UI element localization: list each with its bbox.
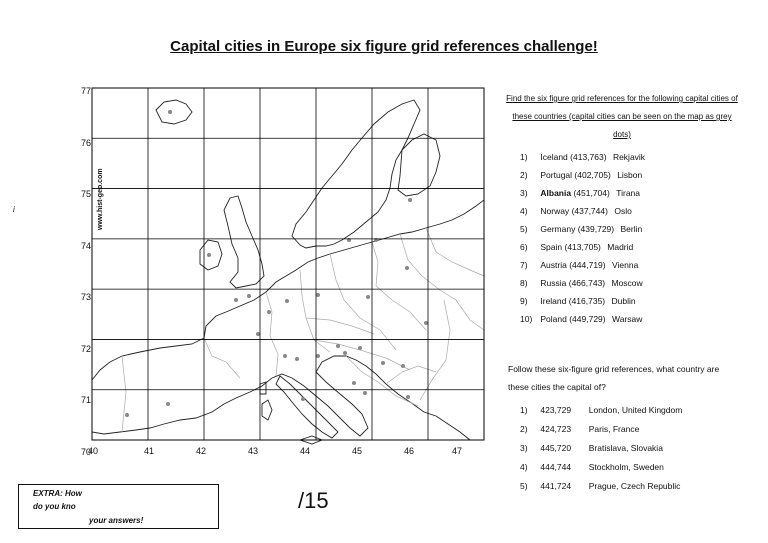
capital-dot bbox=[336, 344, 340, 348]
grid-reference: (449,729) bbox=[569, 314, 606, 324]
grid-reference: (439,729) bbox=[577, 224, 615, 234]
x-axis-label: 41 bbox=[144, 446, 155, 456]
grid-reference: 441,724 bbox=[540, 481, 572, 491]
item-number: 1) bbox=[520, 152, 528, 162]
task2-item bbox=[520, 405, 682, 415]
country-name: Russia bbox=[540, 278, 567, 288]
scandinavia-outline bbox=[292, 100, 420, 248]
capital-city: Lisbon bbox=[617, 170, 643, 180]
grid-reference: (416,735) bbox=[568, 296, 606, 306]
item-number: 4) bbox=[520, 462, 528, 472]
x-axis-label: 44 bbox=[300, 446, 311, 456]
answer-text: Prague, Czech Republic bbox=[588, 481, 681, 491]
grid-reference: 445,720 bbox=[540, 443, 572, 453]
task1-instructions: Find the six figure grid references for the following capital cities of these countries (capital cities can be seen on the map as grey dots) bbox=[506, 94, 738, 139]
item-number: 10) bbox=[520, 314, 533, 324]
item-number: 9) bbox=[520, 296, 528, 306]
country-name: Portugal bbox=[540, 170, 573, 180]
item-number: 4) bbox=[520, 206, 528, 216]
task1-item bbox=[520, 170, 642, 180]
score-label: /15 bbox=[298, 488, 329, 513]
country-name: Iceland bbox=[540, 152, 568, 162]
country-name: Germany bbox=[540, 224, 576, 234]
y-axis-label: 77 bbox=[81, 86, 92, 96]
task1-item bbox=[520, 314, 642, 324]
britain-outline bbox=[224, 196, 264, 288]
capital-dot bbox=[408, 198, 412, 202]
extra-line-1: EXTRA: How bbox=[33, 489, 82, 498]
capital-dot bbox=[405, 266, 409, 270]
task2-item bbox=[520, 424, 639, 434]
capital-dot bbox=[343, 351, 347, 355]
task1-item bbox=[520, 188, 640, 198]
capital-city: Warsaw bbox=[611, 314, 643, 324]
grid-reference: (466,743) bbox=[568, 278, 606, 288]
country-name: Austria bbox=[540, 260, 567, 270]
x-axis-label: 43 bbox=[248, 446, 259, 456]
task1-item bbox=[520, 278, 643, 288]
task2-item bbox=[520, 481, 680, 491]
capital-dot bbox=[256, 332, 260, 336]
capital-dot bbox=[352, 381, 356, 385]
extra-line-3: your answers! bbox=[89, 516, 144, 525]
capital-dot bbox=[381, 361, 385, 365]
grid-reference: 423,729 bbox=[540, 405, 572, 415]
item-number: 2) bbox=[520, 424, 528, 434]
country-name: Norway bbox=[540, 206, 570, 216]
capital-city: Vienna bbox=[611, 260, 639, 270]
y-axis-label: 72 bbox=[81, 343, 92, 354]
item-number: 5) bbox=[520, 224, 528, 234]
page-title: Capital cities in Europe six figure grid references challenge! bbox=[170, 38, 598, 55]
y-axis-label: 70 bbox=[81, 446, 92, 457]
grid-reference: (413,763) bbox=[570, 152, 607, 162]
capital-city: Dublin bbox=[611, 296, 636, 306]
y-axis-label: 76 bbox=[81, 137, 92, 148]
country-name: Spain bbox=[540, 242, 563, 252]
capital-dot bbox=[366, 295, 370, 299]
capital-dot bbox=[168, 110, 172, 114]
capital-dot bbox=[401, 364, 405, 368]
y-axis-label: 74 bbox=[81, 240, 92, 251]
item-number: 2) bbox=[520, 170, 528, 180]
mainland-outline bbox=[92, 200, 484, 440]
capital-city: Berlin bbox=[620, 224, 643, 234]
grid-reference: 424,723 bbox=[540, 424, 572, 434]
task2-item bbox=[520, 443, 663, 453]
finland-outline bbox=[398, 134, 440, 196]
y-axis-label: 75 bbox=[81, 189, 92, 199]
item-number: 8) bbox=[520, 278, 528, 288]
y-axis-label: 73 bbox=[81, 292, 92, 302]
capital-dot bbox=[295, 357, 299, 361]
task2-item bbox=[520, 462, 664, 472]
task1-item bbox=[520, 224, 642, 234]
grid-reference: (444,719) bbox=[569, 260, 606, 270]
grid-reference: (413,705) bbox=[564, 242, 601, 252]
capital-dot bbox=[358, 346, 362, 350]
capital-dot bbox=[267, 310, 271, 314]
answer-text: Stockholm, Sweden bbox=[588, 462, 664, 472]
extra-line-2: do you kno bbox=[33, 502, 76, 511]
country-name: Ireland bbox=[540, 296, 567, 306]
capital-dot bbox=[285, 299, 289, 303]
stray-mark: i bbox=[13, 205, 15, 214]
capital-dot bbox=[316, 293, 320, 297]
capital-dot bbox=[406, 395, 410, 399]
item-number: 6) bbox=[520, 242, 528, 252]
capital-city: Moscow bbox=[611, 278, 643, 288]
item-number: 1) bbox=[520, 405, 528, 415]
capital-city: Rekjavik bbox=[612, 152, 646, 162]
task1-item bbox=[520, 242, 633, 252]
x-axis-label: 40 bbox=[88, 446, 99, 456]
grid-reference: (437,744) bbox=[571, 206, 608, 216]
country-name: Albania bbox=[540, 188, 572, 198]
x-axis-label: 46 bbox=[404, 446, 415, 456]
capital-city: Madrid bbox=[607, 242, 634, 252]
capital-city: Oslo bbox=[614, 206, 632, 216]
answer-text: Paris, France bbox=[588, 424, 640, 434]
x-axis-label: 47 bbox=[452, 446, 463, 456]
capital-dot bbox=[207, 253, 211, 257]
iceland-outline bbox=[156, 100, 192, 124]
x-axis-label: 45 bbox=[352, 446, 363, 456]
grid-reference: 444,744 bbox=[540, 462, 572, 472]
x-axis-label: 42 bbox=[196, 446, 207, 456]
capital-dot bbox=[166, 402, 170, 406]
capital-city: Tirana bbox=[616, 188, 640, 198]
country-name: Poland bbox=[540, 314, 567, 324]
item-number: 7) bbox=[520, 260, 528, 270]
watermark: www.hist-geo.com bbox=[97, 168, 104, 230]
item-number: 5) bbox=[520, 481, 528, 491]
item-number: 3) bbox=[520, 188, 528, 198]
task1-item bbox=[520, 152, 645, 162]
capital-dot bbox=[316, 354, 320, 358]
y-axis-label: 71 bbox=[81, 395, 92, 405]
capital-dot bbox=[424, 321, 428, 325]
task1-item bbox=[520, 206, 632, 216]
answer-text: London, United Kingdom bbox=[588, 405, 683, 415]
capital-dot bbox=[125, 413, 129, 417]
extra-box bbox=[18, 484, 219, 529]
capital-dot bbox=[247, 294, 251, 298]
capital-dot bbox=[283, 354, 287, 358]
grid-reference: (451,704) bbox=[573, 188, 610, 198]
answer-text: Bratislava, Slovakia bbox=[588, 443, 663, 453]
sardinia-outline bbox=[262, 400, 272, 420]
task1-item bbox=[520, 296, 636, 306]
capital-dot bbox=[234, 298, 238, 302]
task1-item bbox=[520, 260, 638, 270]
capital-dot bbox=[301, 397, 305, 401]
capital-dot bbox=[363, 391, 367, 395]
task2-instructions: Follow these six-figure grid references, what country are these cities the capital of? bbox=[508, 364, 720, 392]
grid-reference: (402,705) bbox=[574, 170, 611, 180]
item-number: 3) bbox=[520, 443, 528, 453]
